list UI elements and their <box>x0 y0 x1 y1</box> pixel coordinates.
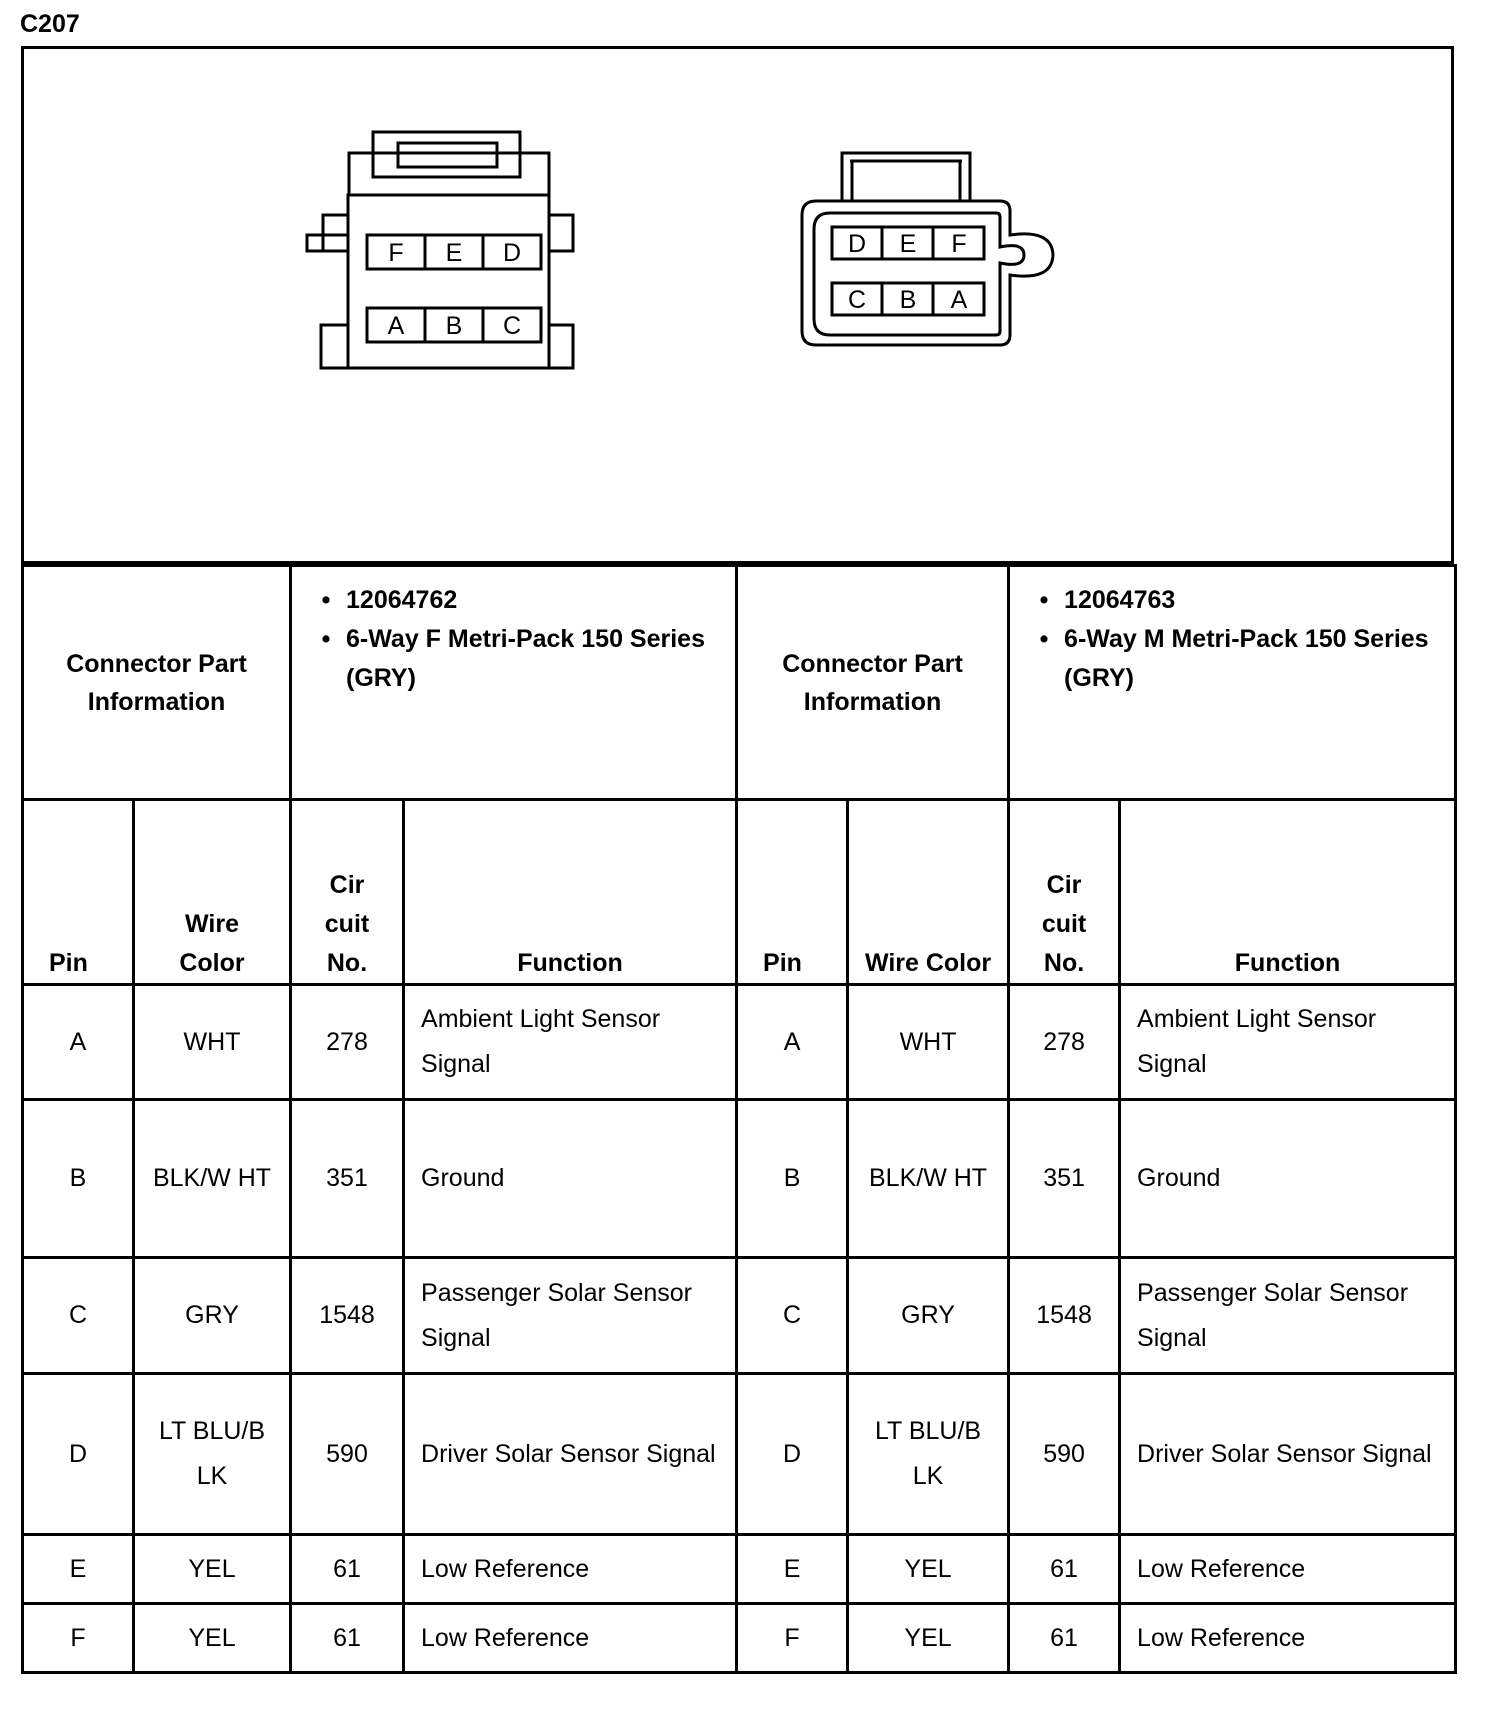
function-cell: Driver Solar Sensor Signal <box>1120 1374 1456 1535</box>
wire-color-cell: WHT <box>134 985 291 1100</box>
male-part-number: 12064763 <box>1064 586 1176 614</box>
female-pin-label: D <box>502 239 522 267</box>
female-pin-label: A <box>387 312 405 340</box>
circuit-cell: 351 <box>291 1100 404 1258</box>
pin-cell: E <box>23 1535 134 1604</box>
function-cell: Passenger Solar Sensor Signal <box>1120 1258 1456 1374</box>
function-cell: Low Reference <box>1120 1604 1456 1673</box>
circuit-cell: 351 <box>1009 1100 1120 1258</box>
function-cell: Driver Solar Sensor Signal <box>404 1374 737 1535</box>
header-pin: Pin <box>23 800 134 985</box>
header-pin: Pin <box>737 800 848 985</box>
circuit-cell: 61 <box>1009 1535 1120 1604</box>
female-pin-label: B <box>445 312 463 340</box>
pin-cell: E <box>737 1535 848 1604</box>
function-cell: Ambient Light Sensor Signal <box>1120 985 1456 1100</box>
wire-color-cell: GRY <box>134 1258 291 1374</box>
function-cell: Ground <box>1120 1100 1456 1258</box>
wire-color-cell: LT BLU/B LK <box>848 1374 1009 1535</box>
circuit-cell: 590 <box>291 1374 404 1535</box>
male-pin-label: D <box>847 230 867 258</box>
connector-part-info-label: Connector Part Information <box>737 566 1009 800</box>
wire-color-cell: GRY <box>848 1258 1009 1374</box>
male-pin-label: E <box>899 230 917 258</box>
wire-color-cell: BLK/W HT <box>134 1100 291 1258</box>
male-part-description: 6-Way M Metri-Pack 150 Series (GRY) <box>1064 625 1429 692</box>
header-wire-color: Wire Color <box>134 800 291 985</box>
female-part-info: • 12064762 • 6-Way F Metri-Pack 150 Series (GRY) <box>291 566 737 800</box>
pin-cell: D <box>737 1374 848 1535</box>
header-function: Function <box>404 800 737 985</box>
female-pin-label: F <box>388 239 404 267</box>
male-pin-label: B <box>899 286 917 314</box>
wire-color-cell: YEL <box>134 1604 291 1673</box>
table-row <box>23 1535 1456 1604</box>
connector-title: C207 <box>20 10 80 38</box>
circuit-cell: 61 <box>291 1604 404 1673</box>
header-function: Function <box>1120 800 1456 985</box>
wire-color-cell: YEL <box>134 1535 291 1604</box>
function-cell: Ground <box>404 1100 737 1258</box>
table-row <box>23 1100 1456 1258</box>
connector-diagram-panel <box>21 46 1454 564</box>
pin-cell: B <box>737 1100 848 1258</box>
pin-cell: B <box>23 1100 134 1258</box>
table-row <box>23 1258 1456 1374</box>
circuit-cell: 1548 <box>1009 1258 1120 1374</box>
pin-cell: F <box>23 1604 134 1673</box>
table-row <box>23 985 1456 1100</box>
female-part-description: 6-Way F Metri-Pack 150 Series (GRY) <box>346 625 705 692</box>
wire-color-cell: LT BLU/B LK <box>134 1374 291 1535</box>
pin-cell: F <box>737 1604 848 1673</box>
table-row <box>23 1374 1456 1535</box>
connector-pin-table <box>21 564 1457 1674</box>
function-cell: Low Reference <box>404 1535 737 1604</box>
function-cell: Low Reference <box>1120 1535 1456 1604</box>
wire-color-cell: BLK/W HT <box>848 1100 1009 1258</box>
male-pin-label: A <box>950 286 968 314</box>
wire-color-cell: YEL <box>848 1535 1009 1604</box>
header-circuit-no: Cir cuit No. <box>1009 800 1120 985</box>
pin-cell: C <box>737 1258 848 1374</box>
pin-cell: D <box>23 1374 134 1535</box>
wire-color-cell: YEL <box>848 1604 1009 1673</box>
wire-color-cell: WHT <box>848 985 1009 1100</box>
table-header-row <box>23 800 1456 985</box>
circuit-cell: 278 <box>1009 985 1120 1100</box>
connector-info-row <box>23 566 1456 800</box>
female-connector-drawing <box>307 132 573 368</box>
male-pin-label: C <box>847 286 867 314</box>
female-pin-label: C <box>502 312 522 340</box>
function-cell: Low Reference <box>404 1604 737 1673</box>
pin-cell: A <box>737 985 848 1100</box>
male-part-info: • 12064763 • 6-Way M Metri-Pack 150 Series (GRY) <box>1009 566 1456 800</box>
function-cell: Passenger Solar Sensor Signal <box>404 1258 737 1374</box>
pin-cell: C <box>23 1258 134 1374</box>
circuit-cell: 61 <box>291 1535 404 1604</box>
male-connector-drawing <box>802 153 1053 345</box>
circuit-cell: 1548 <box>291 1258 404 1374</box>
circuit-cell: 61 <box>1009 1604 1120 1673</box>
circuit-cell: 278 <box>291 985 404 1100</box>
connector-part-info-label: Connector Part Information <box>23 566 291 800</box>
female-part-number: 12064762 <box>346 586 458 614</box>
circuit-cell: 590 <box>1009 1374 1120 1535</box>
header-circuit-no: Cir cuit No. <box>291 800 404 985</box>
table-row <box>23 1604 1456 1673</box>
male-pin-label: F <box>951 230 967 258</box>
header-wire-color: Wire Color <box>848 800 1009 985</box>
pin-cell: A <box>23 985 134 1100</box>
female-pin-label: E <box>445 239 463 267</box>
function-cell: Ambient Light Sensor Signal <box>404 985 737 1100</box>
connector-diagram <box>24 49 1451 561</box>
